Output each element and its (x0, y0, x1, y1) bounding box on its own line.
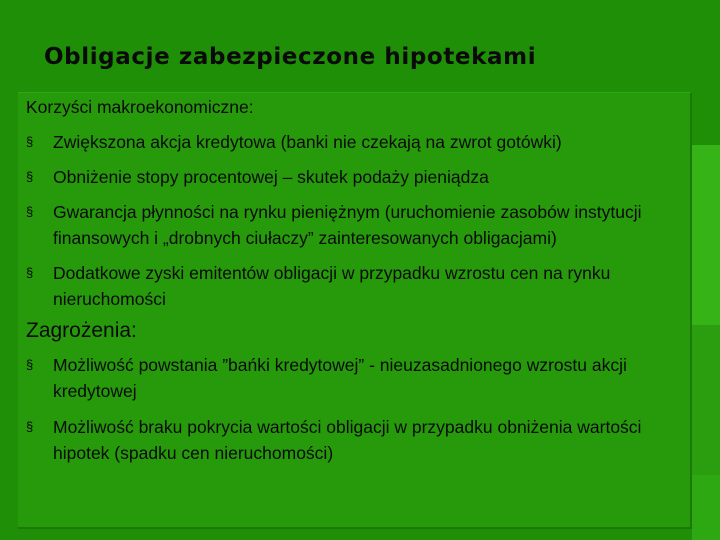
list-item (26, 414, 676, 466)
decorative-stripe (692, 325, 720, 475)
list-item (26, 352, 676, 404)
threats-list (26, 352, 676, 466)
section-heading-threats: Zagrożenia: (26, 319, 137, 342)
bullet-icon: § (26, 204, 34, 219)
bullet-icon: § (26, 419, 34, 434)
list-item (26, 260, 676, 312)
benefits-list (26, 129, 676, 312)
list-item-text: Możliwość powstania ”bańki kredytowej” - nieuzasadnionego wzrostu akcji kredytowej (53, 355, 627, 401)
section-heading-benefits: Korzyści makroekonomiczne: (26, 97, 254, 117)
bullet-icon: § (26, 134, 34, 149)
bullet-icon: § (26, 265, 34, 280)
list-item (26, 164, 676, 190)
list-item-text: Zwiększona akcja kredytowa (banki nie czekają na zwrot gotówki) (53, 132, 562, 152)
list-item-text: Możliwość braku pokrycia wartości obligacji w przypadku obniżenia wartości hipotek (spadku cen nieruchomości) (53, 417, 642, 463)
bullet-icon: § (26, 357, 34, 372)
list-item-text: Gwarancja płynności na rynku pieniężnym (uruchomienie zasobów instytucji finansowych i „drobnych ciułaczy” zainteresowanych obligacjami) (53, 202, 642, 248)
list-item (26, 129, 676, 155)
decorative-side-bar (692, 0, 720, 540)
list-item-text: Dodatkowe zyski emitentów obligacji w przypadku wzrostu cen na rynku nieruchomości (53, 263, 611, 309)
list-item (26, 199, 676, 251)
decorative-stripe (692, 145, 720, 325)
list-item-text: Obniżenie stopy procentowej – skutek podaży pieniądza (53, 167, 489, 187)
bullet-icon: § (26, 169, 34, 184)
slide-body (26, 94, 676, 466)
slide-title: Obligacje zabezpieczone hipotekami (44, 44, 537, 70)
